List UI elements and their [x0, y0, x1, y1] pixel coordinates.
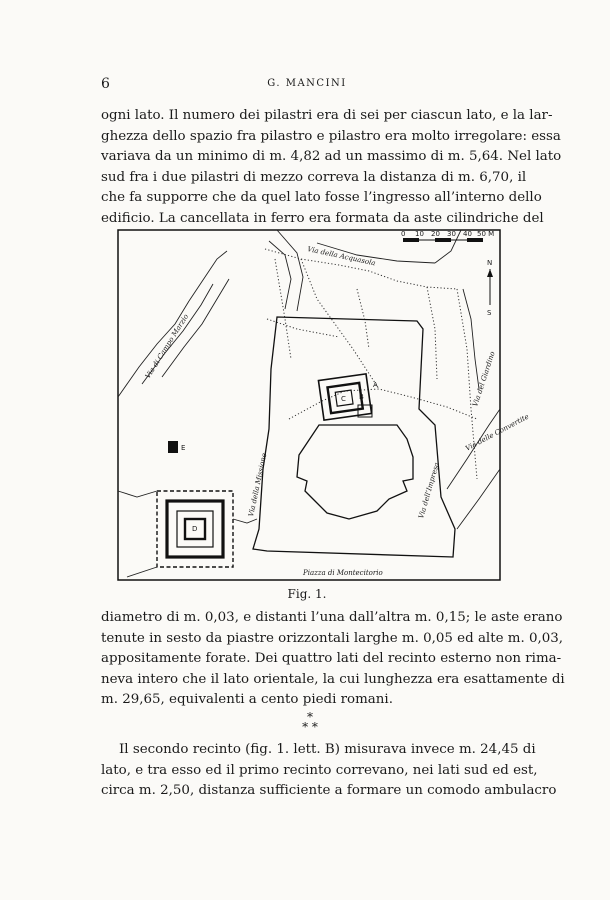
- north-arrow-head: [487, 269, 493, 277]
- hemicycle: [297, 425, 413, 519]
- page-number: 6: [101, 76, 110, 92]
- label-via-convertite: Via delle Convertite: [464, 412, 531, 453]
- label-letter-d: D: [192, 525, 198, 533]
- site-plan-figure: [117, 229, 531, 581]
- dotted-boundary: [267, 319, 339, 337]
- street-edge: [277, 230, 303, 311]
- label-letter-e: E: [181, 444, 186, 452]
- scale-tick: 40: [463, 230, 472, 238]
- scale-segment: [467, 238, 483, 242]
- text-line: Il secondo recinto (fig. 1. lett. B) misurava invece m. 24,45 di: [119, 742, 536, 757]
- dotted-boundary: [427, 287, 437, 379]
- paragraph-1: [101, 106, 562, 229]
- text-line: ghezza dello spazio fra pilastro e pilastro era molto irregolare: essa: [101, 128, 561, 144]
- text-line: tenute in sesto da piastre orizzontali larghe m. 0,05 ed alte m. 0,03,: [101, 630, 564, 646]
- scale-tick: 20: [431, 230, 440, 238]
- scale-tick: 0: [401, 230, 406, 238]
- text-line: variava da un minimo di m. 4,82 ad un massimo di m. 5,64. Nel lato: [101, 149, 562, 164]
- text-line: neva intero che il lato orientale, la cui lunghezza era esattamente di: [101, 671, 565, 687]
- text-line: m. 29,65, equivalenti a cento piedi romani.: [101, 692, 393, 707]
- map-frame: [118, 230, 500, 580]
- label-letter-a: A: [373, 381, 378, 389]
- street-edge: [127, 567, 157, 577]
- label-piazza: Piazza di Montecitorio: [303, 569, 383, 577]
- label-via-acquasola: Via della Acquasola: [306, 245, 377, 268]
- section-asterism: [280, 712, 340, 732]
- scale-segment: [403, 238, 419, 242]
- label-letter-b: B: [359, 393, 364, 401]
- text-line: che fa supporre che da quel lato fosse l’ingresso all’interno dello: [101, 190, 542, 205]
- street-edge: [118, 301, 189, 397]
- scale-tick: 30: [447, 230, 456, 238]
- dotted-boundary: [289, 389, 477, 419]
- text-line: appositamente forate. Dei quattro lati del recinto esterno non rima-: [101, 651, 562, 666]
- marker-e: [168, 441, 178, 453]
- text-line: edificio. La cancellata in ferro era formata da aste cilindriche del: [101, 210, 544, 226]
- text-line: sud fra i due pilastri di mezzo correva la distanza di m. 6,70, il: [101, 169, 527, 185]
- street-edge: [118, 491, 157, 497]
- text-line: ogni lato. Il numero dei pilastri era di sei per ciascun lato, e la lar-: [101, 108, 553, 123]
- street-edge: [463, 289, 479, 389]
- label-via-campo-marzio: Via di Campo Marzio: [143, 312, 191, 381]
- paragraph-3: [101, 740, 557, 802]
- site-plan-drawing: [117, 229, 531, 581]
- running-head: G. MANCINI: [267, 78, 347, 89]
- page-header: [101, 76, 513, 96]
- dotted-boundary: [265, 249, 457, 289]
- label-via-giardino: Via del Giardino: [471, 350, 497, 408]
- label-letter-c: C: [341, 395, 346, 403]
- scale-tick: 50 M: [477, 230, 495, 238]
- street-edge: [233, 519, 257, 523]
- asterism-bottom: * *: [302, 720, 318, 734]
- dotted-boundary: [301, 259, 379, 389]
- dotted-boundary: [275, 259, 291, 359]
- label-via-impresa: Via dell’Impresa: [417, 461, 441, 520]
- figure-caption: Fig. 1.: [287, 587, 327, 601]
- text-line: diametro di m. 0,03, e distanti l’una dall’altra m. 0,15; le aste erano: [101, 610, 563, 625]
- label-via-missione: Via della Missione: [247, 452, 269, 518]
- north-label: N: [487, 259, 493, 267]
- text-line: lato, e tra esso ed il primo recinto correvano, nei lati sud ed est,: [101, 762, 538, 778]
- asterism-top: *: [307, 710, 313, 724]
- street-edge: [162, 279, 229, 377]
- paragraph-2: [101, 608, 565, 711]
- scale-segment: [435, 238, 451, 242]
- south-label: S: [487, 309, 492, 317]
- street-edge: [457, 469, 500, 529]
- scale-tick: 10: [415, 230, 424, 238]
- text-line: circa m. 2,50, distanza sufficiente a formare un comodo ambulacro: [101, 783, 557, 798]
